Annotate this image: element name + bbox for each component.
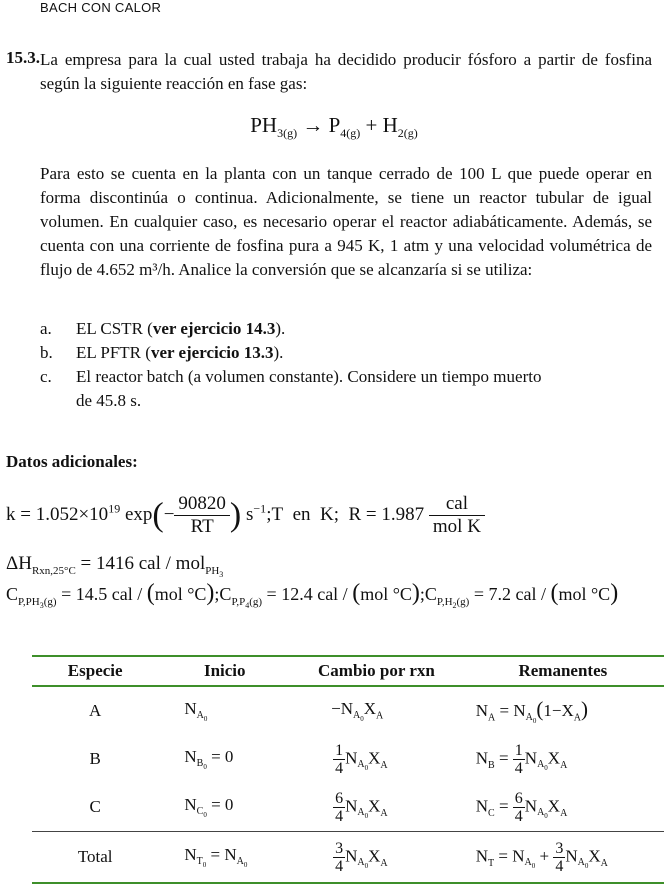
reaction-equation: $PH_{3(g)} \to P_{4(g)} + H_{2(g)}$ <box>250 113 418 141</box>
list-item: c. El reactor batch (a volumen constante). Considere un tiempo muerto de 45.8 s. <box>40 367 542 410</box>
table-row: A $N_{A_0}$ $-N_{A_0}X_A$ $N_A = N_{A_0}(1-X_A)$ <box>89 696 588 726</box>
rate-constant-equation: $k = 1.052\times 10^{19}$ exp(− $\frac{90820}{RT}$ ) $s^{-1};T$ en K; R = 1.987 $\frac{\text{cal}}{\text{mol K}}$ <box>6 493 485 538</box>
problem-body: Para esto se cuenta en la planta con un tanque cerrado de 100 L que puede operar en forma discontinúa o continua. Adicionalmente, se tiene un reactor tubular de igual volumen. En cualquier caso, es necesario operar el reactor adiabáticamente. Además, se cuenta con una corriente de fosfina pura a 945 K, 1 atm y una velocidad volumétrica de flujo de 4.652 m³/h. Analice la conversión que se alcanzaría si se utiliza: <box>40 164 652 279</box>
table-row: C $N_{C_0} = 0$ $\frac{6}{4}$ $N_{A_0}X_A$ $N_C$ = $\frac{6}{4}$ $N_{A_0}X_A$ <box>89 789 568 825</box>
table-row: B $N_{B_0} = 0$ $\frac{1}{4}$ $N_{A_0}X_A$ $N_B$ = $\frac{1}{4}$ $N_{A_0}X_A$ <box>89 741 568 777</box>
enthalpy-equation: $\Delta H_{Rxn,25^\circ C} = 1416$ cal / mol$_{PH_3}$ <box>6 553 224 579</box>
list-item: a. EL CSTR (ver ejercicio 14.3). <box>40 319 286 338</box>
page-header: BACH CON CALOR <box>40 0 162 15</box>
table-row: Total $N_{T_0} = N_{A_0}$ $\frac{3}{4}$ $N_{A_0}X_A$ $N_T = N_{A_0}$ + $\frac{3}{4}$ $N_{A_0}X_A$ <box>32 832 664 884</box>
stoichiometric-table <box>32 655 664 884</box>
problem-intro: La empresa para la cual usted trabaja ha decidido producir fósforo a partir de fosfina según la siguiente reacción en fase gas: <box>40 50 652 93</box>
table-header: Remanentes <box>462 656 664 686</box>
problem-number: 15.3. <box>6 48 40 67</box>
table-header: Especie <box>32 656 158 686</box>
table-header: Cambio por rxn <box>291 656 462 686</box>
heat-capacity-equation: $C_{P,PH_3(g)} = 14.5$ cal / (mol $^\circ C);C_{P,P_4(g)} = 12.4$ cal / (mol $^\circ C);C_{P,H_2(g)} = 7.2$ cal / (mol °C) <box>6 580 619 610</box>
options-list <box>40 317 560 413</box>
datos-title: Datos adicionales: <box>6 452 138 471</box>
list-item: b. EL PFTR (ver ejercicio 13.3). <box>40 343 284 362</box>
table-header: Inicio <box>158 656 291 686</box>
